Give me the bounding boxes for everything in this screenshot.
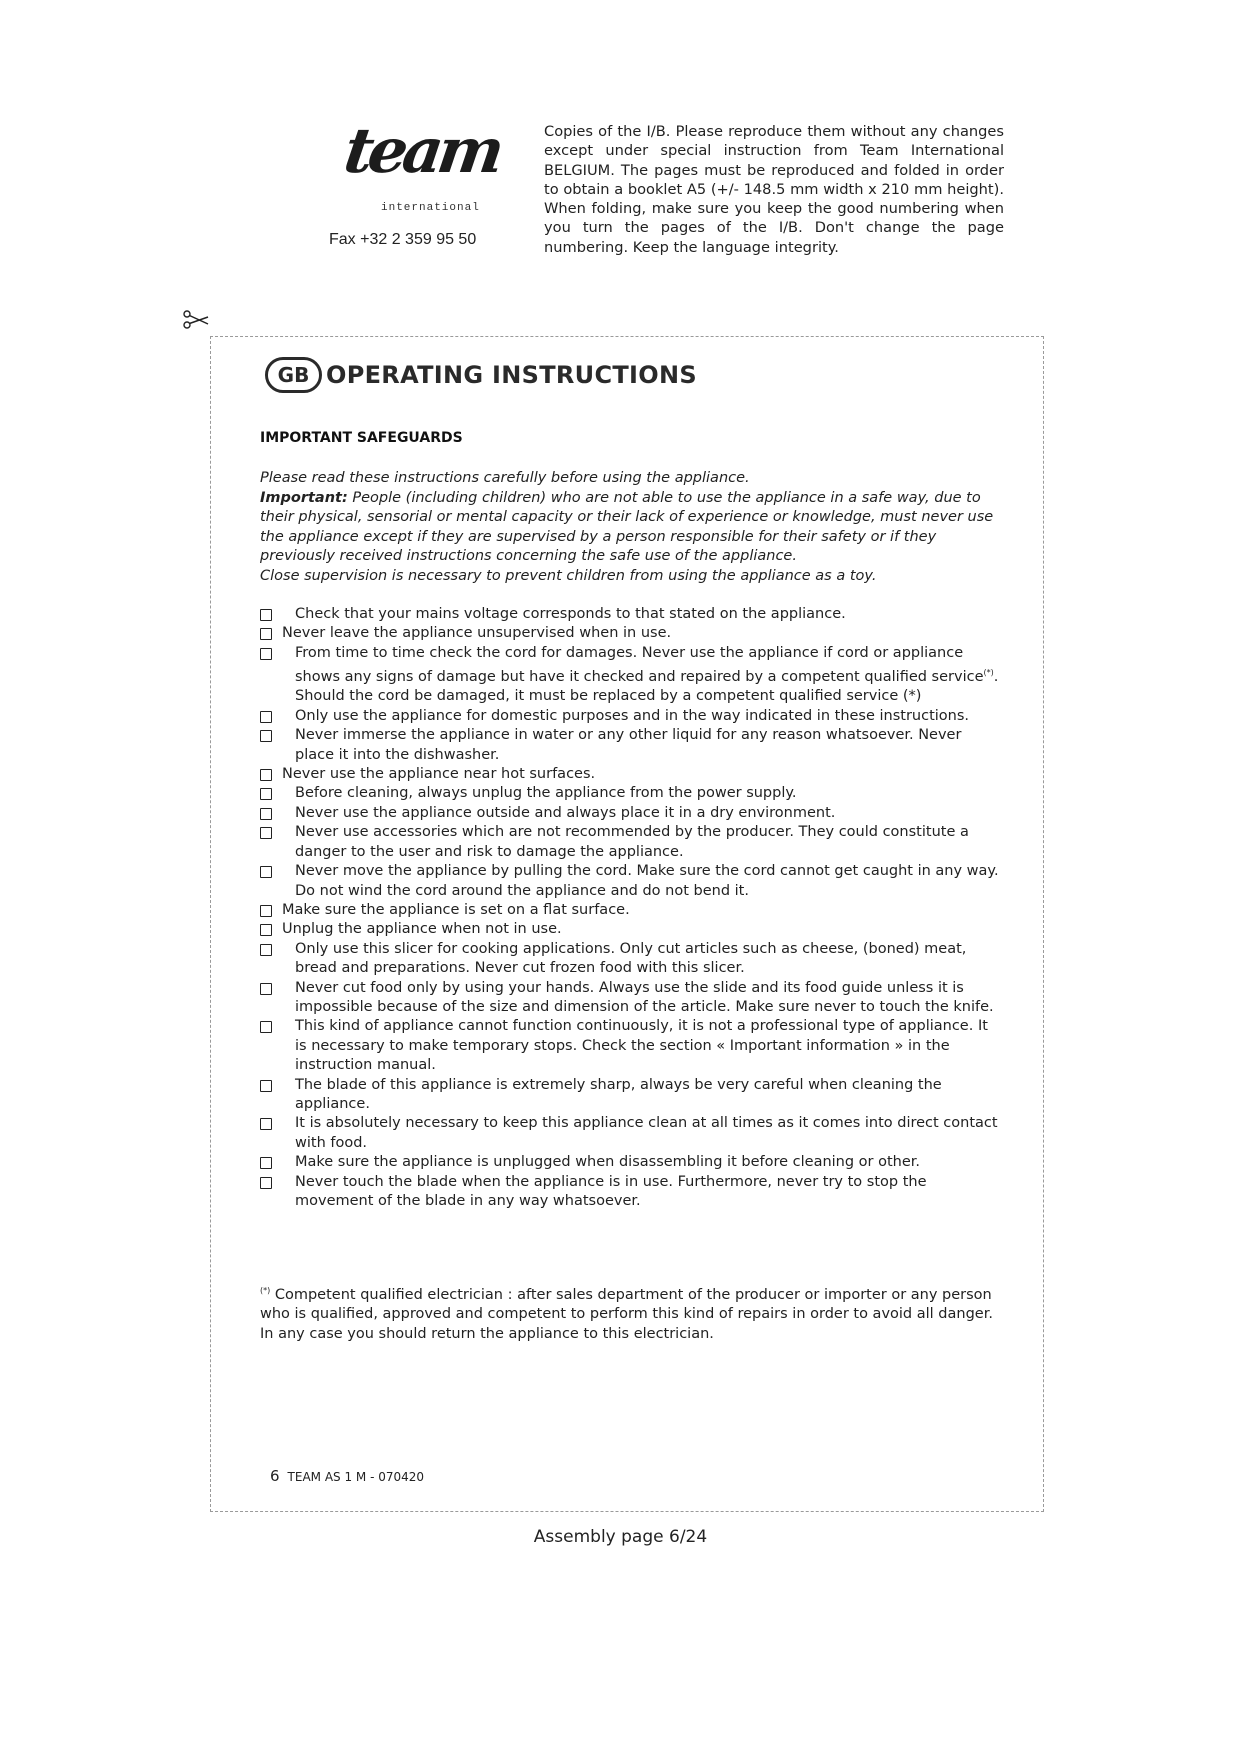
list-item: From time to time check the cord for damages. Never use the appliance if cord or appliance shows any signs of damage but have it checked and repaired by a competent qualified service(*). Should the cord be damaged, it must be replaced by a competent qualified service (*) [260,644,1000,707]
list-item: Unplug the appliance when not in use. [260,920,1000,939]
logo-word: team [339,114,505,187]
intro-line: Please read these instructions carefully before using the appliance. [260,470,750,486]
checkbox-icon [260,1021,272,1033]
team-logo [339,114,505,220]
checkbox-icon [260,1177,272,1189]
important-paragraph [260,489,1000,567]
list-item: The blade of this appliance is extremely sharp, always be very careful when cleaning the appliance. [260,1076,1000,1115]
reproduction-note: Copies of the I/B. Please reproduce them without any changes except under special instruction from Team International BELGIUM. The pages must be reproduced and folded in order to obtain a booklet A5 (+/- 148.5 mm width x 210 mm height). When folding, make sure you keep the good numbering when you turn the pages of the I/B. Don't change the page numbering. Keep the language integrity. [544,123,1004,256]
checkbox-icon [260,1080,272,1092]
checkbox-icon [260,711,272,723]
checkbox-icon [260,983,272,995]
list-item: Check that your mains voltage corresponds to that stated on the appliance. [260,605,1000,624]
checkbox-icon [260,769,272,781]
list-item: Never touch the blade when the appliance is in use. Furthermore, never try to stop the movement of the blade in any way whatsoever. [260,1173,1000,1212]
list-item: It is absolutely necessary to keep this appliance clean at all times as it comes into direct contact with food. [260,1114,1000,1153]
checkbox-icon [260,944,272,956]
document-code: TEAM AS 1 M - 070420 [287,1470,425,1484]
important-label: Important: [260,489,348,506]
assembly-page-label: Assembly page 6/24 [533,1527,708,1547]
intro-paragraph [260,469,1000,586]
footnote-text: Competent qualified electrician : after sales department of the producer or importer or any person who is qualified, approved and competent to perform this kind of repairs in order to avoid all danger. In any case you should return the appliance to this electrician. [260,1286,993,1342]
checkbox-icon [260,866,272,878]
checkbox-icon [260,905,272,917]
list-item: Never use the appliance near hot surfaces. [260,765,1000,784]
list-item: Never leave the appliance unsupervised when in use. [260,624,1000,643]
list-item: Never use accessories which are not recommended by the producer. They could constitute a danger to the user and risk to damage the appliance. [260,823,1000,862]
list-item: Make sure the appliance is unplugged when disassembling it before cleaning or other. [260,1153,1000,1172]
checkbox-icon [260,1157,272,1169]
logo-subtitle: international [381,202,480,214]
section-heading: IMPORTANT SAFEGUARDS [260,430,463,446]
checkbox-icon [260,924,272,936]
gb-badge: GB [265,357,322,393]
list-item: Never immerse the appliance in water or any other liquid for any reason whatsoever. Never place it into the dishwasher. [260,726,1000,765]
list-item: Never move the appliance by pulling the cord. Make sure the cord cannot get caught in any way. Do not wind the cord around the appliance and do not bend it. [260,862,1000,901]
page-footer [270,1467,424,1485]
list-item: Never cut food only by using your hands. Always use the slide and its food guide unless it is impossible because of the size and dimension of the article. Make sure never to touch the knife. [260,979,1000,1018]
checkbox-icon [260,609,272,621]
page-title: OPERATING INSTRUCTIONS [326,361,697,389]
footnote [260,1281,1000,1344]
fax-number: Fax +32 2 359 95 50 [329,231,477,248]
checkbox-icon [260,1118,272,1130]
list-item: This kind of appliance cannot function continuously, it is not a professional type of appliance. It is necessary to make temporary stops. Check the section « Important information » in the instruction manual. [260,1017,1000,1075]
safeguards-list [260,605,1000,1211]
checkbox-icon [260,628,272,640]
footnote-mark: (*) [260,1286,271,1295]
list-item: Only use the appliance for domestic purposes and in the way indicated in these instructions. [260,707,1000,726]
list-item: Make sure the appliance is set on a flat surface. [260,901,1000,920]
list-item: Only use this slicer for cooking applications. Only cut articles such as cheese, (boned) meat, bread and preparations. Never cut frozen food with this slicer. [260,940,1000,979]
important-text: People (including children) who are not able to use the appliance in a safe way, due to their physical, sensorial or mental capacity or their lack of experience or knowledge, must never use the appliance except if they are supervised by a person responsible for their safety or if they previously received instructions concerning the safe use of the appliance. [260,489,994,564]
footnote-mark: (*) [983,668,994,678]
checkbox-icon [260,788,272,800]
checkbox-icon [260,730,272,742]
scissors-icon [182,308,212,332]
page-number: 6 [270,1467,280,1485]
checkbox-icon [260,648,272,660]
list-item: Before cleaning, always unplug the appliance from the power supply. [260,784,1000,803]
checkbox-icon [260,827,272,839]
title-row [265,355,697,395]
supervision-line: Close supervision is necessary to prevent children from using the appliance as a toy. [260,567,877,584]
checkbox-icon [260,808,272,820]
list-item: Never use the appliance outside and always place it in a dry environment. [260,804,1000,823]
